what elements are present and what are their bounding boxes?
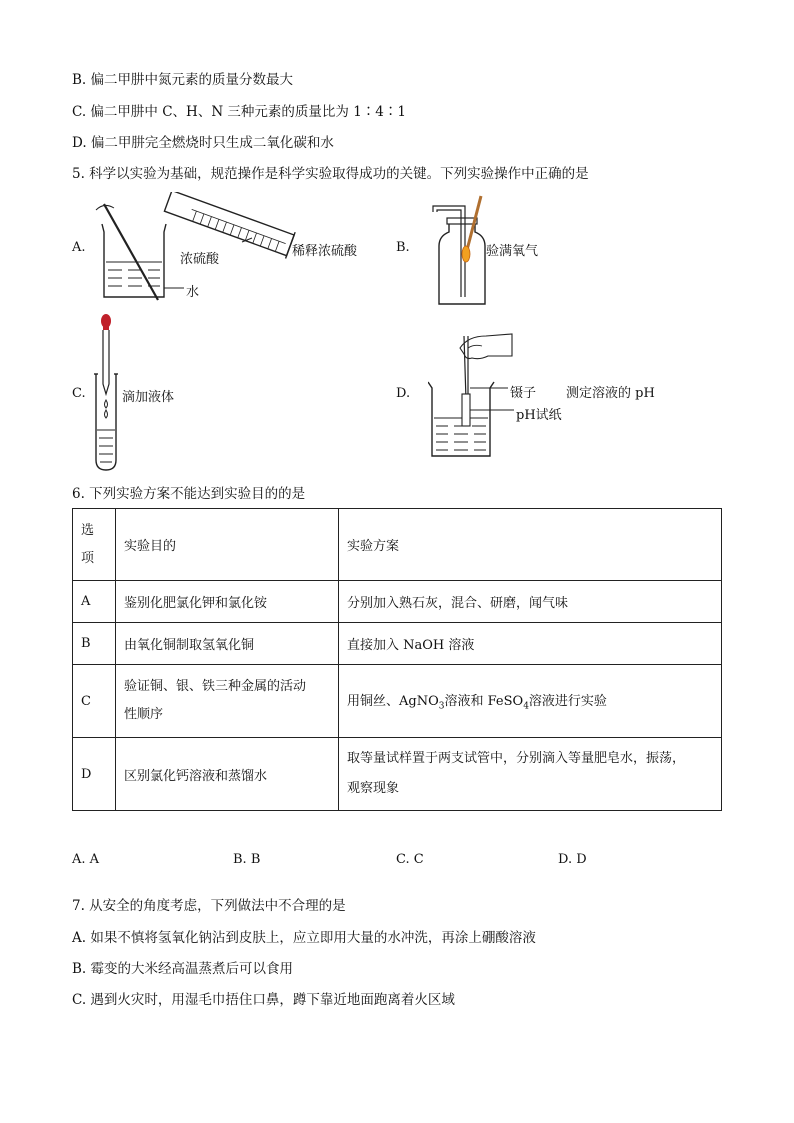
row-plan: 直接加入 NaOH 溶液 xyxy=(339,623,722,665)
row-option: C xyxy=(73,665,116,738)
dilution-caption: 稀释浓硫酸 xyxy=(292,244,358,259)
q5-stem: 5. 科学以实验为基础，规范操作是科学实验取得成功的关键。下列实验操作中正确的是 xyxy=(72,166,589,182)
q7-option-c: C. 遇到火灾时，用湿毛巾捂住口鼻，蹲下靠近地面跑离着火区域 xyxy=(72,992,455,1008)
q6-answer-a: A. A xyxy=(72,852,100,867)
table-header-row xyxy=(73,509,722,581)
row-option: B xyxy=(73,623,116,665)
row-option: A xyxy=(73,581,116,623)
q6-stem: 6. 下列实验方案不能达到实验目的的是 xyxy=(72,486,306,502)
q5-fig-c-label: C. xyxy=(72,386,86,401)
q7-stem: 7. 从安全的角度考虑，下列做法中不合理的是 xyxy=(72,898,346,914)
q5-fig-d-label: D. xyxy=(396,386,411,401)
table-row xyxy=(73,738,722,811)
tweezers-label: 镊子 xyxy=(510,386,537,401)
oxygen-test-diagram xyxy=(425,192,495,310)
header-plan: 实验方案 xyxy=(339,509,722,581)
row-option: D xyxy=(73,738,116,811)
q4-option-d: D. 偏二甲肼完全燃烧时只生成二氧化碳和水 xyxy=(72,135,334,151)
ph-measure-caption: 测定溶液的 pH xyxy=(566,386,655,401)
header-goal: 实验目的 xyxy=(116,509,339,581)
q5-fig-a-label: A. xyxy=(72,240,86,255)
q6-answer-d: D. D xyxy=(558,852,587,867)
q5-fig-b-label: B. xyxy=(396,240,410,255)
water-label: 水 xyxy=(186,285,200,300)
row-goal: 鉴别化肥氯化钾和氯化铵 xyxy=(116,581,339,623)
ph-paper-label: pH试纸 xyxy=(516,408,562,423)
row-plan: 分别加入熟石灰，混合、研磨，闻气味 xyxy=(339,581,722,623)
experiment-table xyxy=(72,508,722,811)
row-goal: 区别氯化钙溶液和蒸馏水 xyxy=(116,738,339,811)
row-plan: 取等量试样置于两支试管中，分别滴入等量肥皂水，振荡， 观察现象 xyxy=(339,738,722,811)
concentrated-acid-label: 浓硫酸 xyxy=(180,252,220,267)
q4-option-b: B. 偏二甲肼中氮元素的质量分数最大 xyxy=(72,72,294,88)
dropping-caption: 滴加液体 xyxy=(122,390,175,405)
q6-answer-c: C. C xyxy=(396,852,424,867)
table-row xyxy=(73,581,722,623)
q6-answer-b: B. B xyxy=(233,852,261,867)
q4-option-c: C. 偏二甲肼中 C、H、N 三种元素的质量比为 1∶4∶1 xyxy=(72,104,406,120)
row-plan: 用铜丝、AgNO$_3$溶液和 FeSO$_4$溶液进行实验 xyxy=(339,665,722,738)
oxygen-test-caption: 验满氧气 xyxy=(486,244,539,259)
header-option: 选 项 xyxy=(73,509,116,581)
table-row xyxy=(73,665,722,738)
q7-option-b: B. 霉变的大米经高温蒸煮后可以食用 xyxy=(72,961,294,977)
q7-option-a: A. 如果不慎将氢氧化钠沾到皮肤上，应立即用大量的水冲洗，再涂上硼酸溶液 xyxy=(72,930,536,946)
row-goal: 验证铜、银、铁三种金属的活动 性顺序 xyxy=(116,665,339,738)
row-goal: 由氧化铜制取氢氧化铜 xyxy=(116,623,339,665)
table-row xyxy=(73,623,722,665)
